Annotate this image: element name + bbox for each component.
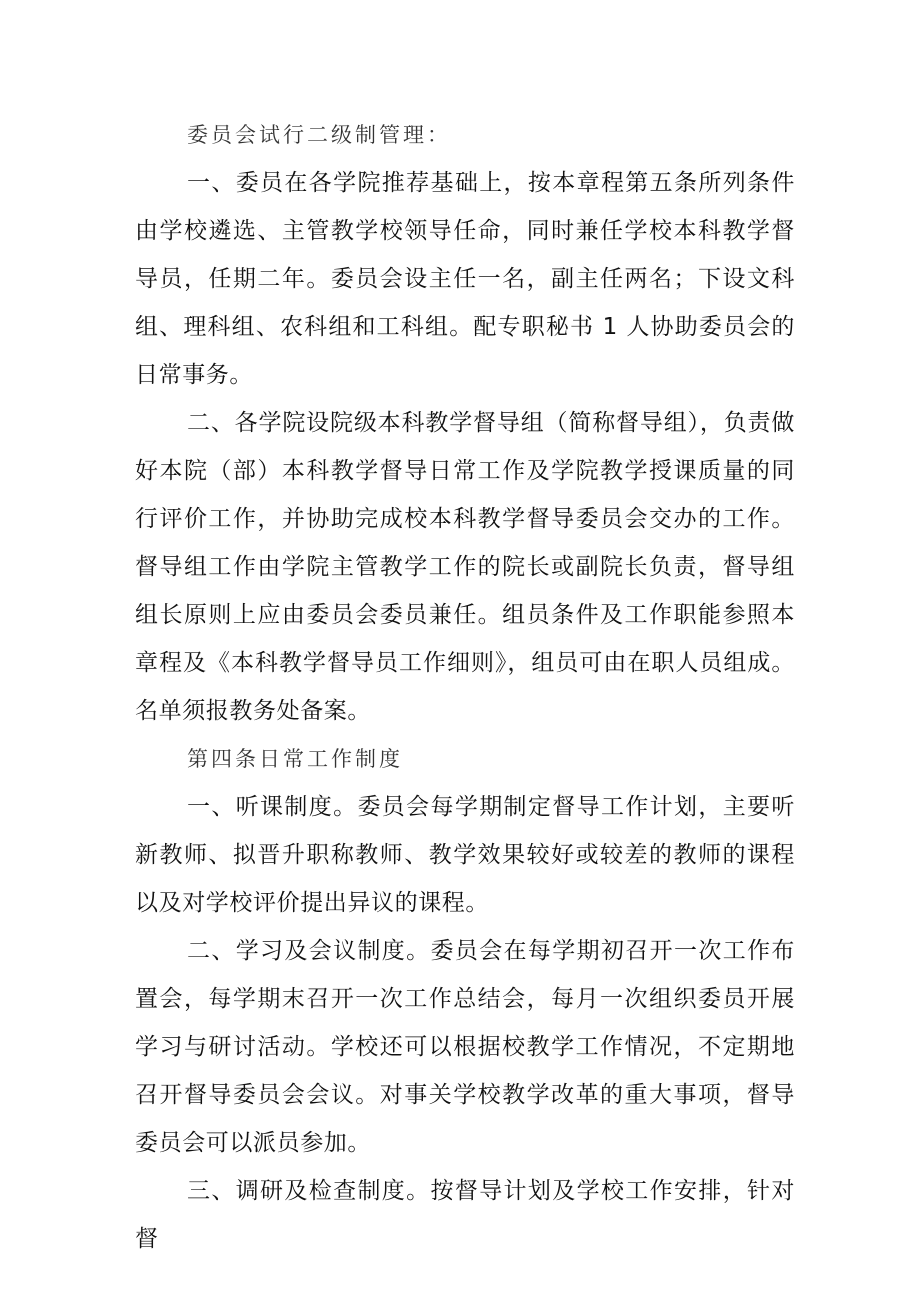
intro-line: 委员会试行二级制管理：	[187, 123, 451, 147]
article-four-title: 第四条日常工作制度	[187, 747, 403, 771]
document-body	[135, 111, 795, 1263]
clause-two: 二、各学院设院级本科教学督导组（简称督导组），负责做好本院（部）本科教学督导日常工作及学院教学授课质量的同行评价工作，并协助完成校本科教学督导委员会交办的工作。督导组工作由学院主管教学工作的院长或副院长负责，督导组组长原则上应由委员会委员兼任。组员条件及工作职能参照本章程及《本科教学督导员工作细则》，组员可由在职人员组成。名单须报教务处备案。	[135, 410, 795, 724]
rule-two: 二、学习及会议制度。委员会在每学期初召开一次工作布置会，每学期末召开一次工作总结会，每月一次组织委员开展学习与研讨活动。学校还可以根据校教学工作情况，不定期地召开督导委员会会议。对事关学校教学改革的重大事项，督导委员会可以派员参加。	[135, 938, 795, 1156]
rule-three: 三、调研及检查制度。按督导计划及学校工作安排，针对督	[135, 1178, 795, 1252]
clause-one: 一、委员在各学院推荐基础上，按本章程第五条所列条件由学校遴选、主管教学校领导任命，同时兼任学校本科教学督导员，任期二年。委员会设主任一名，副主任两名；下设文科组、理科组、农科组和工科组。配专职秘书 1 人协助委员会的日常事务。	[135, 170, 795, 388]
rule-one: 一、听课制度。委员会每学期制定督导工作计划，主要听新教师、拟晋升职称教师、教学效果较好或较差的教师的课程以及对学校评价提出异议的课程。	[135, 794, 795, 916]
